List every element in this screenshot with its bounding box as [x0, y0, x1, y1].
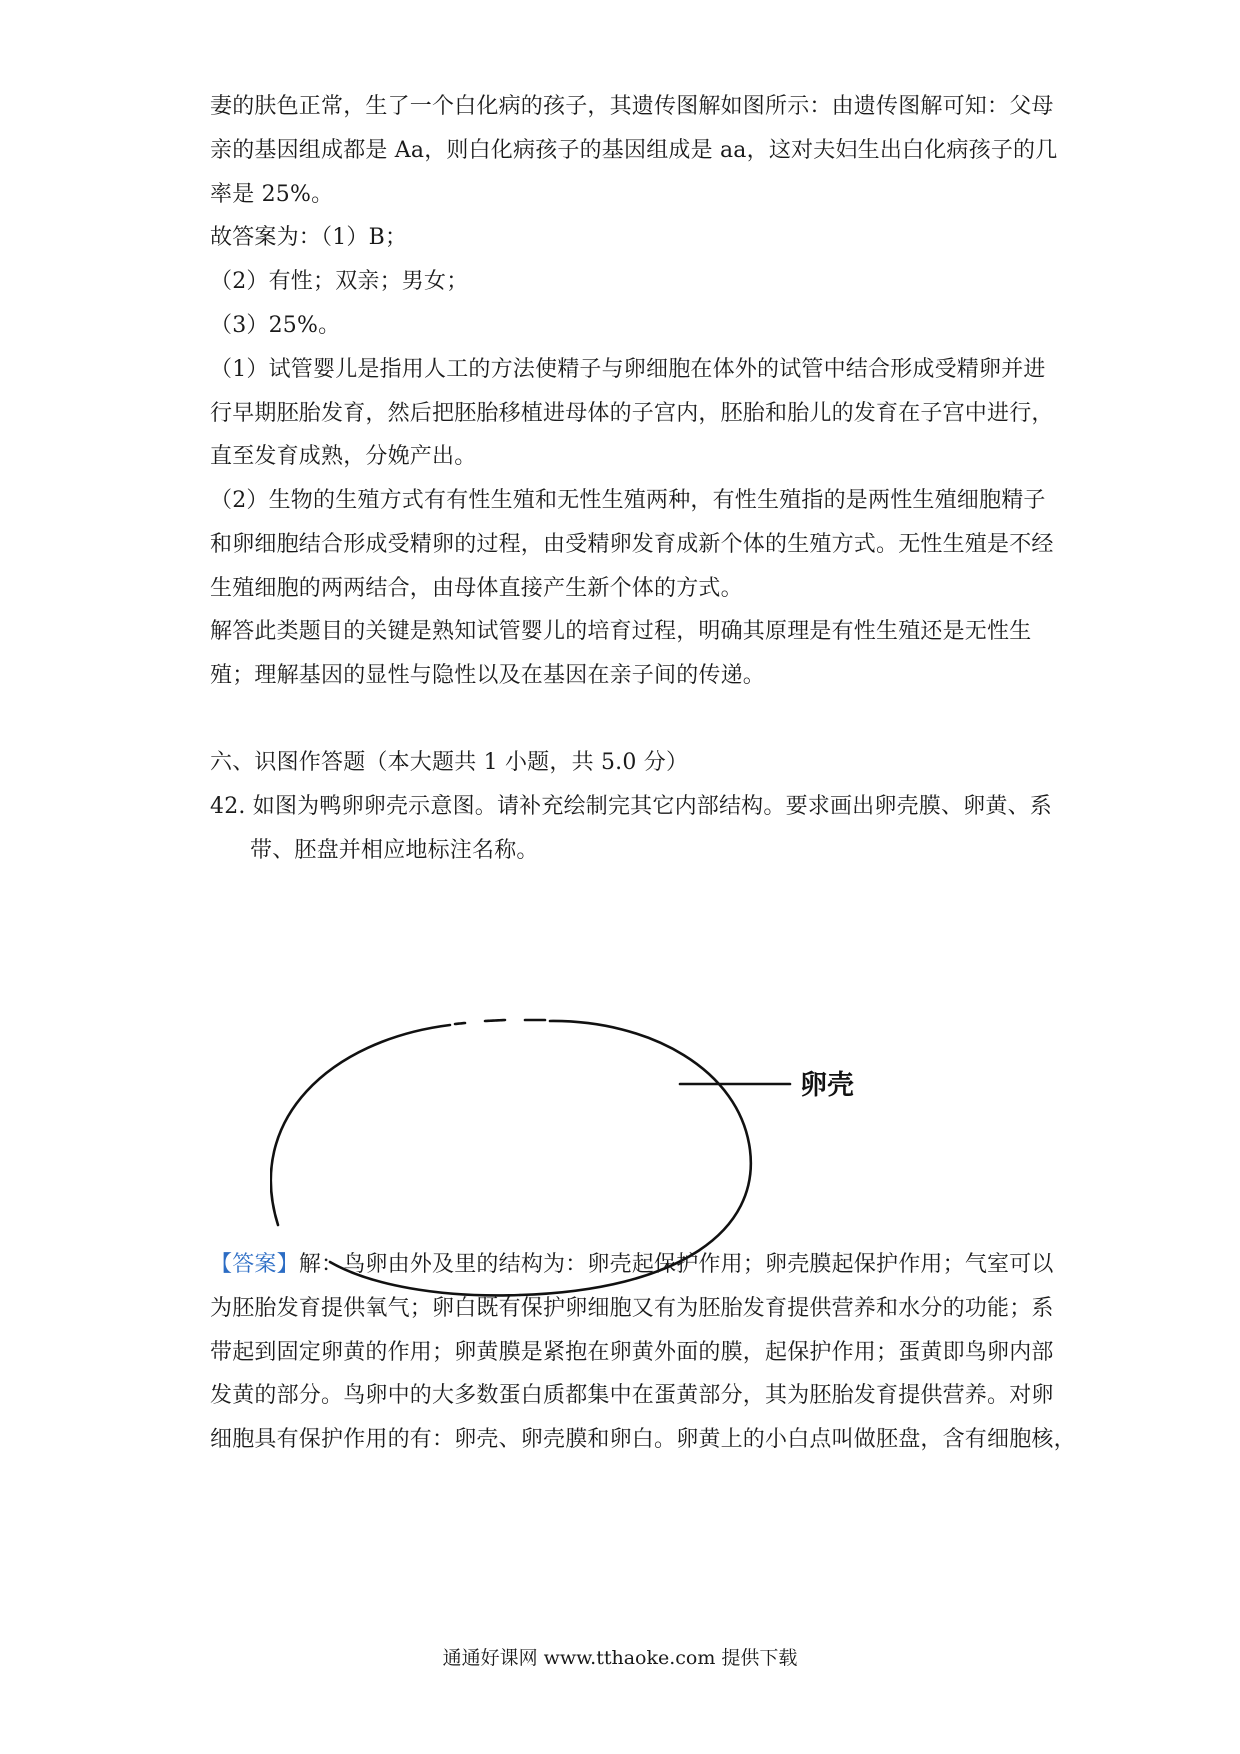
text-line: （2）生物的生殖方式有有性生殖和无性生殖两种，有性生殖指的是两性生殖细胞精子 [210, 488, 1046, 513]
answer-line: 带起到固定卵黄的作用；卵黄膜是紧抱在卵黄外面的膜，起保护作用；蛋黄即鸟卵内部 [210, 1340, 1054, 1365]
answer-text: 解：鸟卵由外及里的结构为：卵壳起保护作用；卵壳膜起保护作用；气室可以 [298, 1252, 1054, 1277]
answer-line: 为胚胎发育提供氧气；卵白既有保护卵细胞又有为胚胎发育提供营养和水分的功能；系 [210, 1296, 1054, 1321]
text-line: （2）有性；双亲；男女； [210, 269, 469, 294]
section-heading: 六、识图作答题（本大题共 1 小题，共 5.0 分） [210, 750, 689, 775]
answer-line: 发黄的部分。鸟卵中的大多数蛋白质都集中在蛋黄部分，其为胚胎发育提供营养。对卵 [210, 1383, 1054, 1408]
text-line: 妻的肤色正常，生了一个白化病的孩子，其遗传图解如图所示：由遗传图解可知：父母 [210, 94, 1054, 119]
shell-outline-upper [271, 1025, 450, 1225]
text-line: 直至发育成熟，分娩产出。 [210, 444, 477, 469]
question-text-continued: 带、胚盘并相应地标注名称。 [250, 838, 539, 863]
text-line: 亲的基因组成都是 Aa，则白化病孩子的基因组成是 aa，这对夫妇生出白化病孩子的几 [210, 138, 1058, 163]
shell-label: 卵壳 [800, 1070, 854, 1101]
question-text: 42. 如图为鸭卵卵壳示意图。请补充绘制完其它内部结构。要求画出卵壳膜、卵黄、系 [210, 794, 1052, 819]
text-line: 和卵细胞结合形成受精卵的过程，由受精卵发育成新个体的生殖方式。无性生殖是不经 [210, 532, 1054, 557]
text-line: 故答案为：（1）B； [210, 225, 408, 250]
answer-line [210, 1250, 1054, 1280]
shell-outline-gap-dashes [455, 1020, 545, 1024]
text-line: 行早期胚胎发育，然后把胚胎移植进母体的子宫内，胚胎和胎儿的发育在子宫中进行， [210, 401, 1054, 426]
text-line: 殖；理解基因的显性与隐性以及在基因在亲子间的传递。 [210, 663, 766, 688]
answer-line: 细胞具有保护作用的有：卵壳、卵壳膜和卵白。卵黄上的小白点叫做胚盘，含有细胞核， [210, 1427, 1076, 1452]
page-footer: 通通好课网 www.tthaoke.com 提供下载 [442, 1647, 798, 1669]
text-line: （3）25%。 [210, 313, 341, 338]
text-line: 生殖细胞的两两结合，由母体直接产生新个体的方式。 [210, 576, 743, 601]
text-line: 率是 25%。 [210, 182, 334, 207]
text-line: （1）试管婴儿是指用人工的方法使精子与卵细胞在体外的试管中结合形成受精卵并进 [210, 357, 1046, 382]
text-line: 解答此类题目的关键是熟知试管婴儿的培育过程，明确其原理是有性生殖还是无性生 [210, 619, 1032, 644]
answer-tag: 【答案】 [210, 1252, 299, 1277]
